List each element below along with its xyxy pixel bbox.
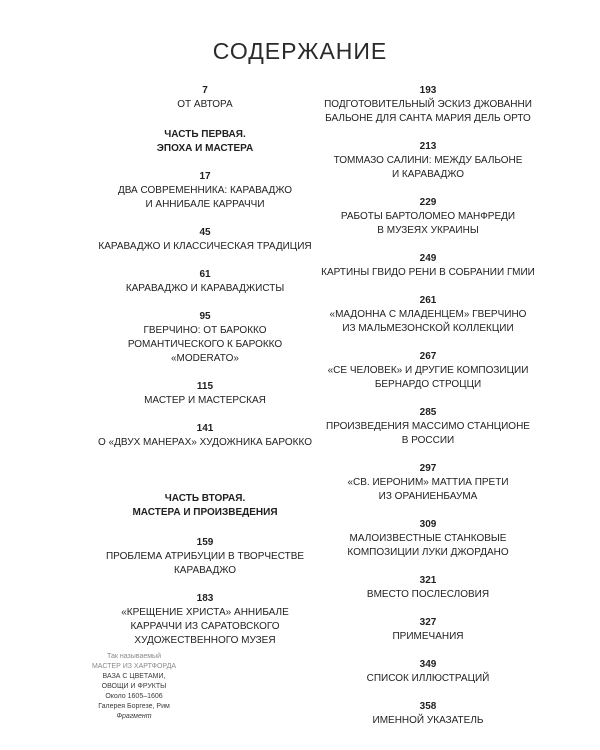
page-number: 7 [202,85,208,96]
page-number: 267 [419,351,437,362]
caption-artwork-title: ВАЗА С ЦВЕТАМИ, ОВОЩИ И ФРУКТЫ [101,673,167,690]
entry-title: ПРОИЗВЕДЕНИЯ МАССИМО СТАНЦИОНЕ В РОССИИ [326,421,530,446]
entry-title: «КРЕЩЕНИЕ ХРИСТА» АННИБАЛЕ КАРРАЧЧИ ИЗ САРАТОВСКОГО ХУДОЖЕСТВЕННОГО МУЗЕЯ [121,607,289,646]
entry-title: ТОММАЗО САЛИНИ: МЕЖДУ БАЛЬОНЕ И КАРАВАДЖО [333,155,523,180]
caption-fragment-note: Фрагмент [116,713,152,720]
entry-title: ПРОБЛЕМА АТРИБУЦИИ В ТВОРЧЕСТВЕ КАРАВАДЖО [105,551,305,576]
page-number: 17 [199,171,211,182]
caption-author: Так называемый МАСТЕР ИЗ ХАРТФОРДА [91,653,177,670]
page-title: СОДЕРЖАНИЕ [212,38,388,64]
page-number: 285 [419,407,437,418]
toc-entry[interactable] [293,350,563,392]
page-number: 183 [196,593,214,604]
entry-title: КАРТИНЫ ГВИДО РЕНИ В СОБРАНИИ ГМИИ [321,267,535,278]
page-number: 95 [199,311,211,322]
toc-entry[interactable] [293,700,563,728]
entry-title: О «ДВУХ МАНЕРАХ» ХУДОЖНИКА БАРОККО [98,437,312,448]
entry-title: ДВА СОВРЕМЕННИКА: КАРАВАДЖО И АННИБАЛЕ КАРРАЧЧИ [117,185,293,210]
page-number: 309 [419,519,437,530]
page-number: 349 [419,659,437,670]
entry-title: ВМЕСТО ПОСЛЕСЛОВИЯ [366,589,490,600]
page-number: 61 [199,269,211,280]
page-number: 297 [419,463,437,474]
toc-entry[interactable] [293,196,563,238]
page-number: 213 [419,141,437,152]
entry-title: «СВ. ИЕРОНИМ» МАТТИА ПРЕТИ ИЗ ОРАНИЕНБАУМА [347,477,509,502]
page-number: 141 [196,423,214,434]
entry-title: МАСТЕР И МАСТЕРСКАЯ [144,395,266,406]
toc-entry[interactable] [293,616,563,644]
illustration-caption [88,652,180,722]
entry-title: СПИСОК ИЛЛЮСТРАЦИЙ [366,673,490,684]
toc-entry[interactable] [293,658,563,686]
toc-entry[interactable] [293,406,563,448]
entry-title: ИМЕННОЙ УКАЗАТЕЛЬ [372,715,484,726]
toc-entry[interactable] [293,462,563,504]
entry-title: РАБОТЫ БАРТОЛОМЕО МАНФРЕДИ В МУЗЕЯХ УКРАИНЫ [340,211,516,236]
page-number: 358 [419,701,437,712]
toc-entry[interactable] [293,252,563,280]
page-number: 45 [199,227,211,238]
entry-title: ГВЕРЧИНО: ОТ БАРОККО РОМАНТИЧЕСКОГО К БАРОККО «MODERATO» [127,325,283,364]
entry-title: ПОДГОТОВИТЕЛЬНЫЙ ЭСКИЗ ДЖОВАННИ БАЛЬОНЕ ДЛЯ САНТА МАРИЯ ДЕЛЬ ОРТО [324,99,532,124]
page-number: 115 [196,381,214,392]
caption-date-location: Около 1605–1606 Галерея Боргезе, Рим [98,693,170,710]
entry-title: КАРАВАДЖО И КАРАВАДЖИСТЫ [125,283,285,294]
entry-title: МАЛОИЗВЕСТНЫЕ СТАНКОВЫЕ КОМПОЗИЦИИ ЛУКИ ДЖОРДАНО [347,533,509,558]
toc-entry[interactable] [293,518,563,560]
contents-column-right [293,82,563,728]
page-number: 321 [419,575,437,586]
entry-title: «МАДОННА С МЛАДЕНЦЕМ» ГВЕРЧИНО ИЗ МАЛЬМЕЗОНСКОЙ КОЛЛЕКЦИИ [329,309,527,334]
toc-entry[interactable] [293,140,563,182]
part-heading: ЧАСТЬ ПЕРВАЯ. ЭПОХА И МАСТЕРА [156,129,254,154]
toc-entry[interactable] [293,574,563,602]
page-number: 327 [419,617,437,628]
page-number: 229 [419,197,437,208]
entry-title: «СЕ ЧЕЛОВЕК» И ДРУГИЕ КОМПОЗИЦИИ БЕРНАРДО СТРОЦЦИ [327,365,529,390]
toc-entry[interactable] [293,84,563,126]
entry-title: КАРАВАДЖО И КЛАССИЧЕСКАЯ ТРАДИЦИЯ [98,241,312,252]
toc-entry[interactable] [293,294,563,336]
page-number: 249 [419,253,437,264]
page-number: 193 [419,85,437,96]
page-number: 261 [419,295,437,306]
entry-title: ОТ АВТОРА [177,99,233,110]
page-number: 159 [196,537,214,548]
entry-title: ПРИМЕЧАНИЯ [392,631,464,642]
part-heading: ЧАСТЬ ВТОРАЯ. МАСТЕРА И ПРОИЗВЕДЕНИЯ [132,493,278,518]
